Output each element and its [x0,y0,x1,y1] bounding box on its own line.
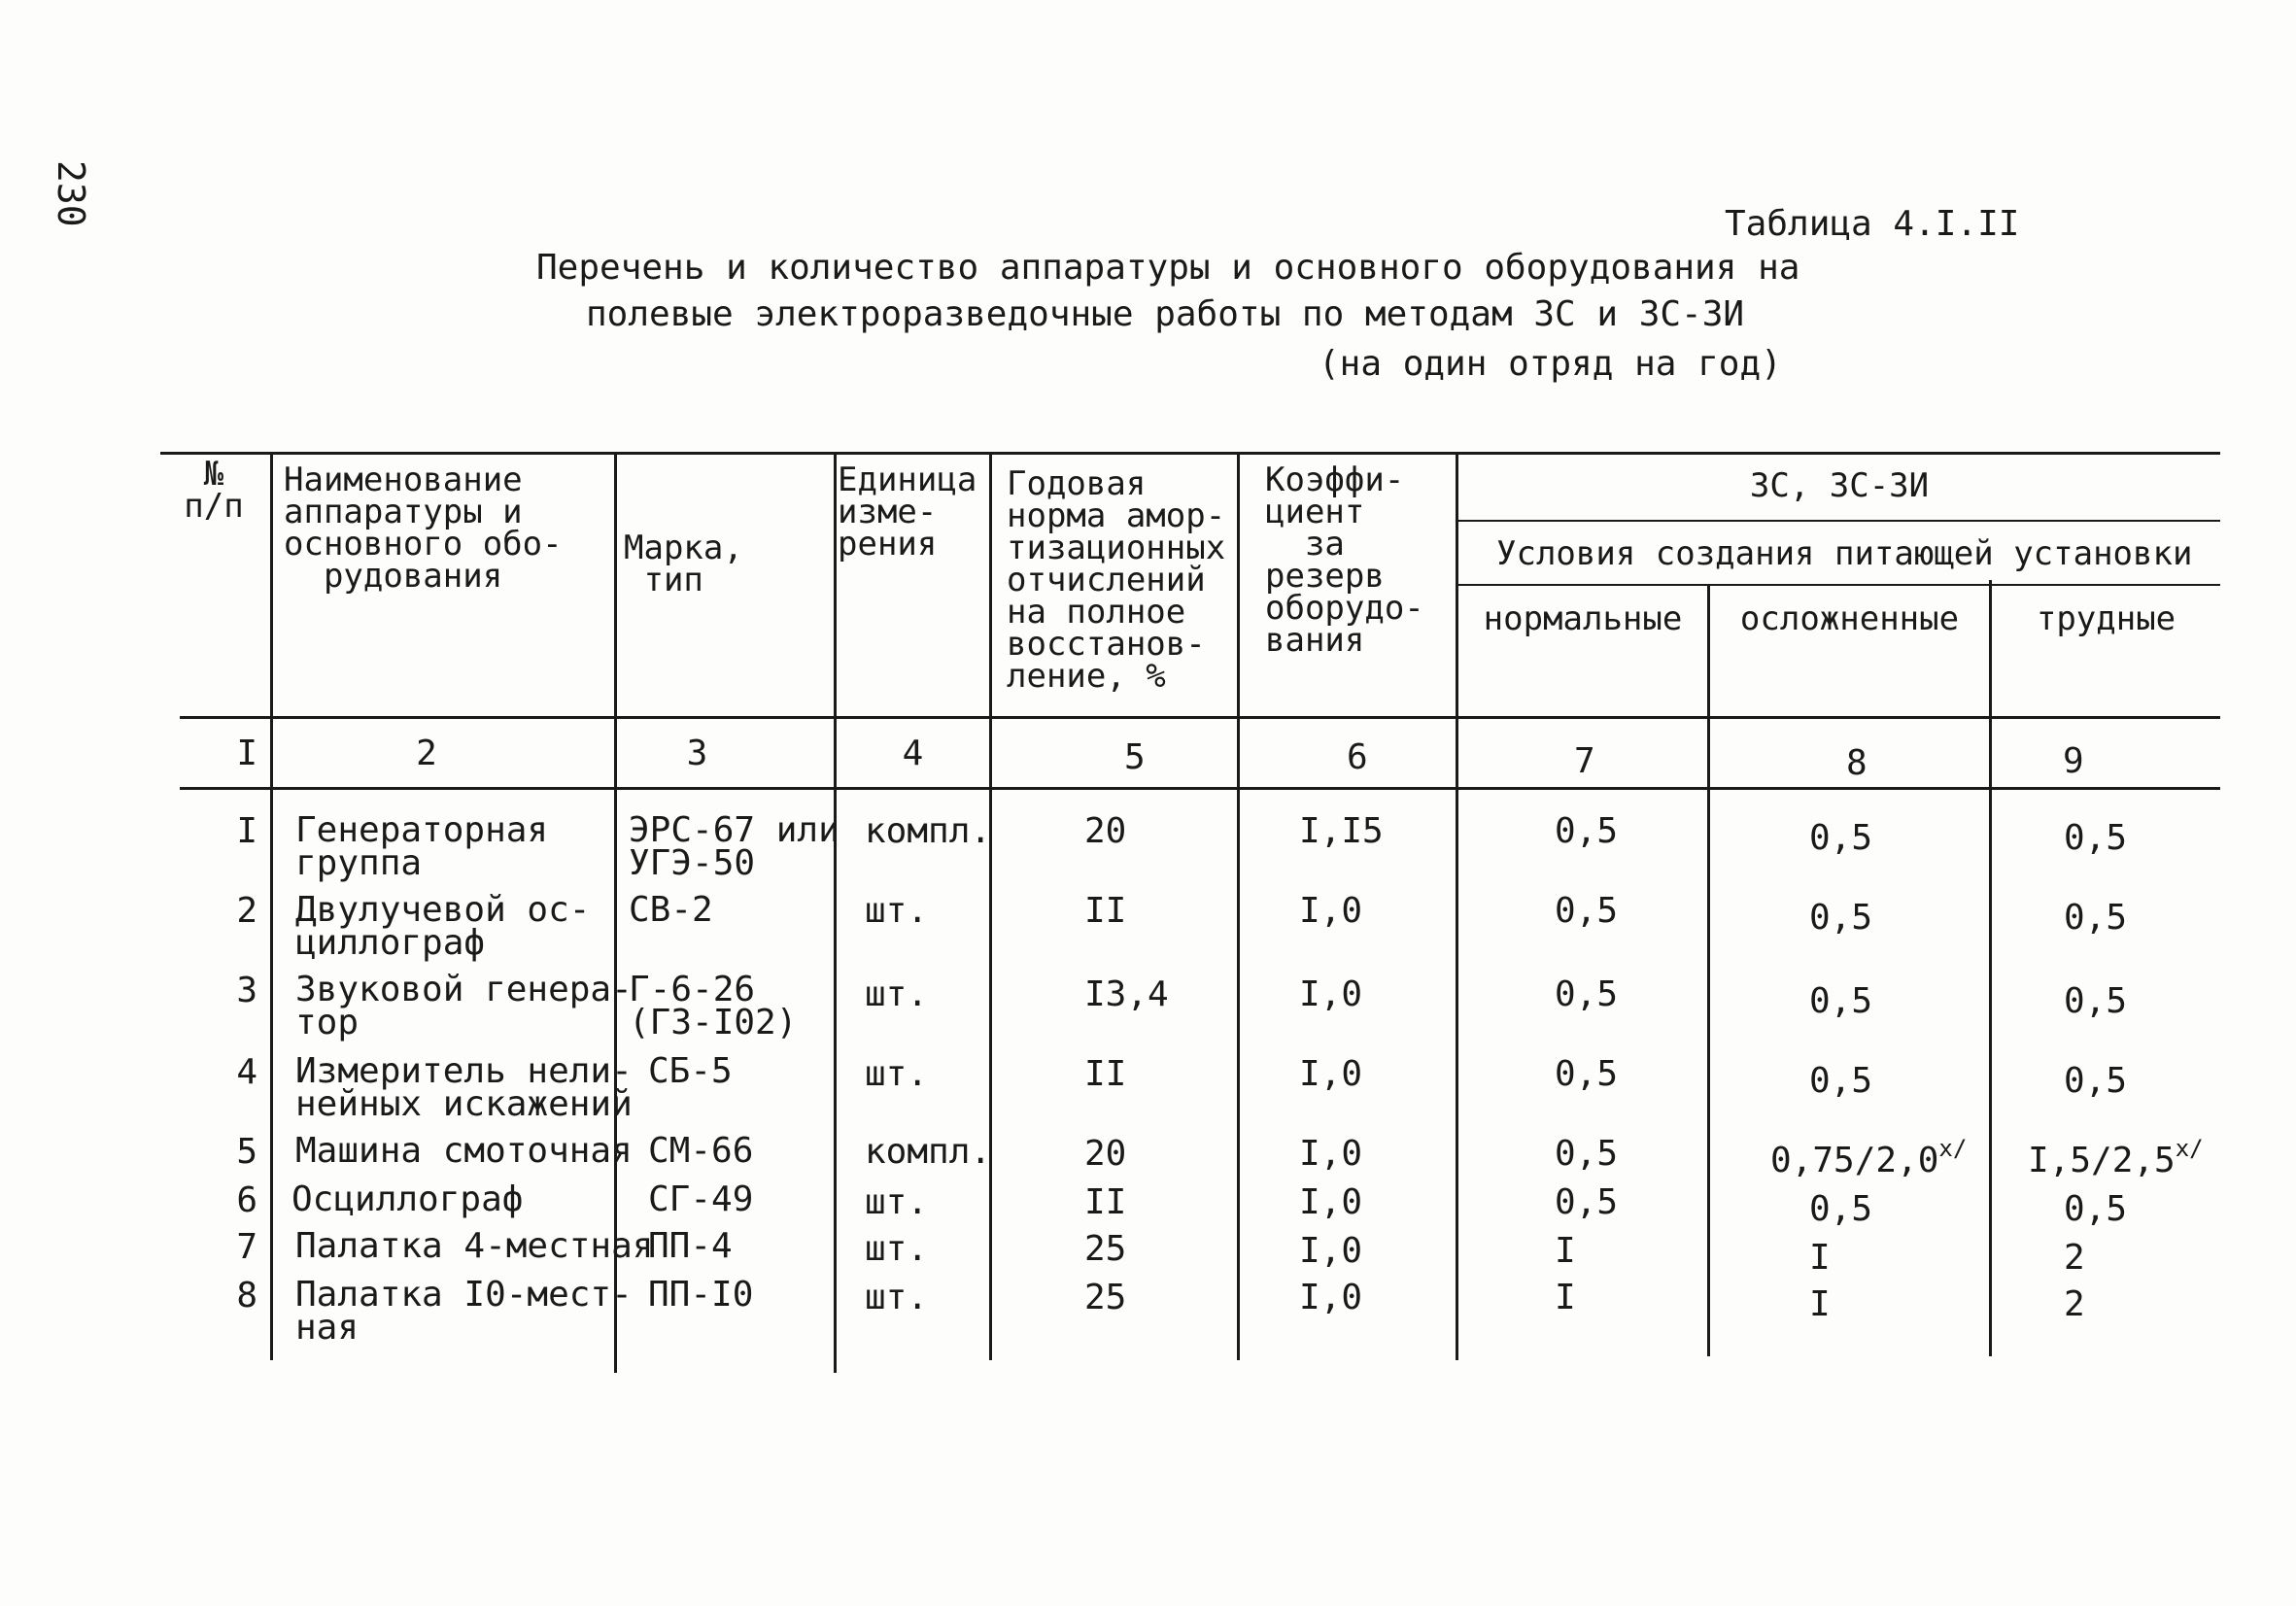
row-complicated: I [1809,1238,1831,1278]
row-mark: СВ-2 [629,890,713,930]
row-mark: СГ-49 [648,1179,754,1219]
row-mark: ПП-4 [648,1226,733,1266]
row-number: 4 [236,1052,257,1092]
row-hard: 0,5 [2064,1189,2128,1229]
row-mark: Г-6-26 (ГЗ-I02) [629,970,798,1042]
col-number-5: 5 [1124,737,1146,777]
row-coef: I,0 [1299,1054,1363,1094]
row-coef: I,0 [1299,1182,1363,1222]
row-name: Осциллограф [291,1179,524,1219]
row-unit: шт. [865,1054,929,1094]
row-unit: шт. [865,891,929,931]
row-number: 2 [236,891,257,931]
row-name: Палатка I0-мест- ная [295,1275,633,1348]
row-norm: 20 [1084,1134,1127,1174]
header-col-complicated: осложненные [1739,599,1960,638]
row-coef: I,0 [1299,1231,1363,1271]
row-coef: I,0 [1299,1278,1363,1317]
row-unit: шт. [865,974,929,1014]
col-number-9: 9 [2063,741,2084,781]
row-unit: шт. [865,1229,929,1269]
row-norm: II [1084,1054,1127,1094]
page-number: 230 [50,160,92,227]
row-norm: 20 [1084,811,1127,851]
row-coef: I,0 [1299,891,1363,931]
row-name: Измеритель нели- нейных искажений [295,1051,633,1124]
row-norm: II [1084,1182,1127,1222]
col-number-4: 4 [902,734,924,773]
row-normal: 0,5 [1555,1134,1619,1174]
row-hard: 0,5 [2064,981,2128,1021]
row-complicated: 0,5 [1809,818,1873,858]
row-mark: ПП-I0 [648,1275,754,1315]
row-complicated: 0,5 [1809,898,1873,938]
row-normal: 0,5 [1555,1054,1619,1094]
header-group: ЗС, ЗС-ЗИ [1749,466,1930,505]
row-coef: I,I5 [1299,811,1384,851]
header-col-norm: Годовая норма амор- тизационных отчислений на полное восстанов- ление, % [1007,464,1226,696]
header-col-unit: Единица изме- рения [838,461,977,564]
row-number: 6 [236,1180,257,1220]
row-hard: 0,5 [2064,898,2128,938]
row-norm: 25 [1084,1229,1127,1269]
row-number: 7 [236,1227,257,1267]
row-normal: I [1555,1278,1576,1317]
row-normal: 0,5 [1555,811,1619,851]
row-mark: ЭРС-67 или УГЭ-50 [629,810,840,883]
row-name: Палатка 4-местная [295,1226,654,1266]
header-col-coef: Коэффи- циент за резерв оборудо- вания [1265,461,1424,660]
row-number: 5 [236,1132,257,1172]
header-col-normal: нормальные [1483,599,1683,638]
row-name: Звуковой генера- тор [295,970,633,1042]
header-col-hard: трудные [2036,599,2176,638]
header-col-mark: Марка, тип [624,529,743,599]
row-normal: 0,5 [1555,1182,1619,1222]
row-name: Генераторная группа [295,810,549,883]
row-name: Машина смоточная [295,1131,633,1171]
title-line-1: Перечень и количество аппаратуры и основного оборудования на [536,248,1800,288]
row-complicated: $0,75/2,0^{х/}$ [1770,1135,1968,1180]
header-subgroup: Условия создания питающей установки [1496,534,2193,573]
row-normal: 0,5 [1555,974,1619,1014]
row-unit: компл. [865,1132,992,1172]
header-col-name: Наименование аппаратуры и основного обо- рудования [284,461,563,596]
row-number: 3 [236,971,257,1010]
row-number: 8 [236,1276,257,1316]
row-complicated: 0,5 [1809,1061,1873,1101]
row-normal: I [1555,1231,1576,1271]
row-hard: 2 [2064,1238,2085,1278]
col-number-6: 6 [1347,737,1368,777]
title-line-2: полевые электроразведочные работы по методам ЗС и ЗС-ЗИ [586,294,1745,334]
row-hard: 0,5 [2064,1061,2128,1101]
row-mark: СБ-5 [648,1051,733,1091]
row-name: Двулучевой ос- циллограф [295,890,591,963]
row-hard: 0,5 [2064,818,2128,858]
col-number-1: I [236,734,257,773]
col-number-3: 3 [686,734,708,773]
row-hard: 2 [2064,1284,2085,1324]
row-complicated: 0,5 [1809,981,1873,1021]
row-mark: СМ-66 [648,1131,754,1171]
row-complicated: I [1809,1284,1831,1324]
col-number-8: 8 [1846,743,1868,783]
row-unit: шт. [865,1278,929,1317]
col-number-2: 2 [416,734,437,773]
table-label: Таблица 4.I.II [1725,204,2020,244]
row-norm: I3,4 [1084,974,1169,1014]
row-complicated: 0,5 [1809,1189,1873,1229]
row-unit: компл. [865,811,992,851]
title-line-3: (на один отряд на год) [1319,344,1782,384]
col-number-7: 7 [1574,741,1595,781]
header-col-number: № п/п [184,455,244,526]
row-unit: шт. [865,1182,929,1222]
row-number: I [236,811,257,851]
row-normal: 0,5 [1555,891,1619,931]
row-coef: I,0 [1299,1134,1363,1174]
row-norm: II [1084,891,1127,931]
row-norm: 25 [1084,1278,1127,1317]
row-coef: I,0 [1299,974,1363,1014]
row-hard: $I,5/2,5^{х/}$ [2028,1135,2204,1180]
